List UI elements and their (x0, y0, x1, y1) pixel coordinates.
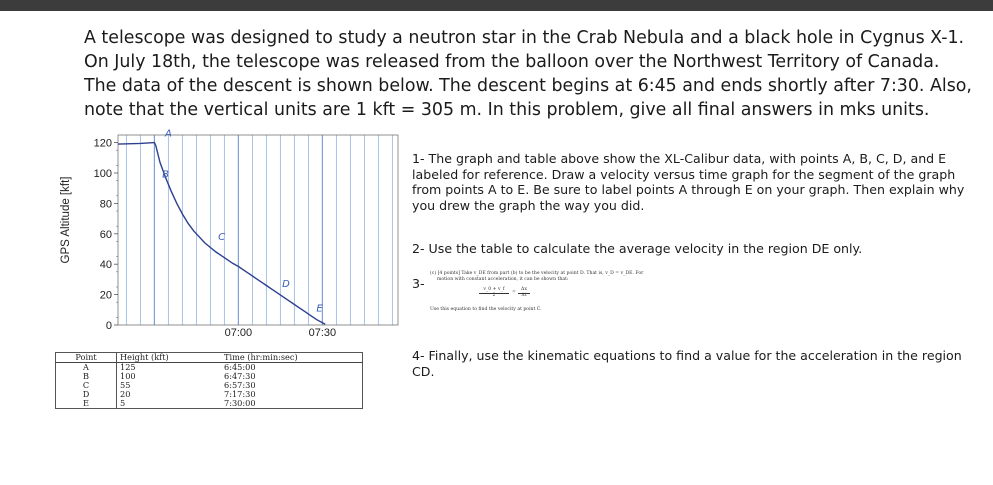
problem-intro (84, 26, 974, 122)
y-tick-label: 80 (99, 198, 112, 211)
chart-grid (126, 135, 392, 325)
y-tick-label: 20 (99, 289, 112, 302)
table-row (56, 399, 363, 409)
column-header-time: Time (hr:min:sec) (221, 353, 363, 363)
intro-line: The data of the descent is shown below. The descent begins at 6:45 and ends shortly after 7:30. Also, (84, 76, 972, 96)
question-2: 2- Use the table to calculate the average velocity in the region DE only. (412, 241, 863, 256)
cell-point: E (56, 399, 117, 409)
formula-equals: = (512, 290, 516, 295)
cell-point: A (56, 363, 117, 373)
cell-point: D (56, 390, 117, 399)
y-tick-label: 60 (99, 228, 112, 241)
table-row (56, 390, 363, 399)
intro-line: A telescope was designed to study a neutron star in the Crab Nebula and a black hole in Cygnus X-1. (84, 28, 965, 48)
table-row (56, 363, 363, 373)
x-tick-label: 07:30 (308, 327, 337, 339)
snippet-line: Use this equation to find the velocity at point C. (430, 307, 542, 312)
formula-numerator: v_0 + v_f (479, 287, 509, 294)
cell-time: 6:47:30 (224, 371, 256, 381)
table-header-row (56, 353, 363, 363)
question-1: 1- The graph and table above show the XL-Calibur data, with points A, B, C, D, and E labeled for reference. Draw a velocity versus time graph for the segment of the graph from points A to E. Be sure to label points A through E on your graph. Then explain why you drew the graph the way you did. (412, 151, 965, 213)
cell-height: 125 (120, 362, 136, 372)
y-tick-label: 120 (93, 137, 112, 150)
point-label-c: C (218, 231, 226, 243)
column-header-height: Height (kft) (117, 353, 222, 363)
cell-point: C (56, 381, 117, 390)
point-label-a: A (164, 128, 172, 140)
y-axis-ticks (94, 138, 118, 332)
cell-time: 7:30:00 (224, 398, 256, 408)
y-axis-label: GPS Altitude [kft] (60, 176, 72, 264)
question-3-number: 3- (412, 276, 425, 291)
cell-time: 7:17:30 (224, 389, 256, 399)
cell-height: 20 (120, 389, 131, 399)
intro-line: note that the vertical units are 1 kft = 305 m. In this problem, give all final answers in mks units. (84, 100, 930, 120)
intro-line: On July 18th, the telescope was released from the balloon over the Northwest Territory of Canada. (84, 52, 940, 72)
x-axis-ticks (225, 327, 337, 339)
formula-denominator: 2 (492, 293, 496, 298)
snippet-line: (c) [4 points] Take v_DE from part (b) to be the velocity at point D. That is, v_D = v_DE. For (430, 271, 644, 276)
point-label-b: B (162, 169, 170, 181)
y-tick-label: 100 (93, 168, 112, 180)
table-row (56, 372, 363, 381)
table-row (56, 381, 363, 390)
cell-height: 5 (120, 398, 126, 408)
top-bar (0, 0, 993, 11)
altitude-chart (52, 128, 404, 348)
snippet-line: motion with constant acceleration, it can be shown that: (437, 277, 569, 282)
column-header-point: Point (56, 353, 117, 363)
cell-time: 6:57:30 (224, 380, 256, 390)
question-4: 4- Finally, use the kinematic equations to find a value for the acceleration in the region CD. (412, 348, 962, 379)
cell-time: 6:45:00 (224, 362, 256, 372)
y-tick-label: 40 (99, 259, 112, 272)
point-label-d: D (282, 279, 290, 290)
cell-height: 55 (120, 380, 131, 390)
cell-point: B (56, 372, 117, 381)
point-label-e: E (316, 303, 323, 315)
cell-height: 100 (120, 371, 136, 381)
formula-right-numerator: Δx (518, 287, 530, 294)
y-tick-label: 0 (105, 320, 112, 332)
formula-right-denominator: Δt (521, 293, 527, 298)
x-tick-label: 07:00 (224, 327, 253, 339)
descent-data-table (55, 352, 363, 409)
